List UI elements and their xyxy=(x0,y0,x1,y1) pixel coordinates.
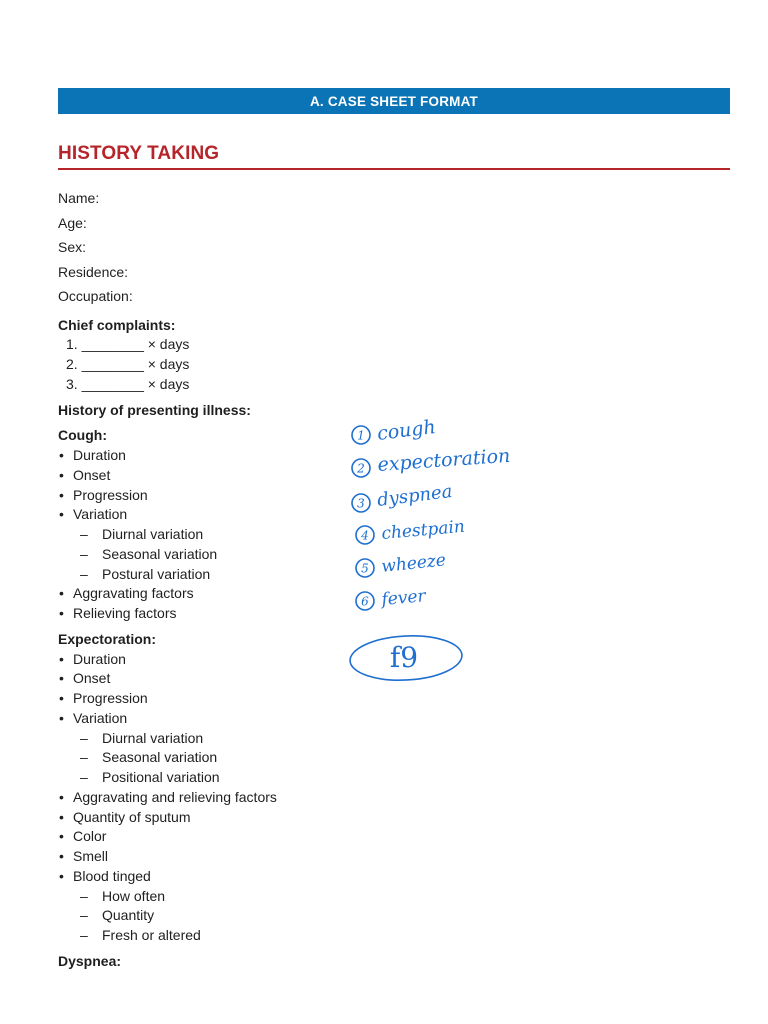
dyspnea-heading: Dyspnea: xyxy=(58,952,122,969)
hand-num-2: 2 xyxy=(357,461,365,476)
field-sex-label: Sex: xyxy=(58,239,87,255)
hand-num-1: 1 xyxy=(357,428,365,443)
expectoration-item: • Aggravating and relieving factors xyxy=(58,788,358,808)
hand-num-4: 4 xyxy=(361,528,369,543)
expectoration-subitem: – Seasonal variation xyxy=(58,748,358,768)
expectoration-item: • Progression xyxy=(58,689,358,709)
hand-text-fever: fever xyxy=(380,586,427,610)
cough-subitem: – Diurnal variation xyxy=(58,525,358,545)
chief-complaint-item: 3. ________ × days xyxy=(66,375,190,392)
expectoration-item: • Onset xyxy=(58,669,358,689)
expectoration-item: • Variation xyxy=(58,709,358,729)
field-occupation-label: Occupation: xyxy=(58,288,133,304)
banner-title: A. CASE SHEET FORMAT xyxy=(309,93,478,109)
chief-complaint-item: 1. ________ × days xyxy=(66,336,190,353)
expectoration-item: • Duration xyxy=(58,650,358,670)
chief-complaints-heading: Chief complaints: xyxy=(58,316,176,333)
expectoration-subitem: – Fresh or altered xyxy=(58,926,358,946)
section-banner xyxy=(58,88,730,114)
expectoration-subitem: – Positional variation xyxy=(58,768,358,788)
hopi-heading: History of presenting illness: xyxy=(58,401,251,418)
chief-complaint-item: 2. ________ × days xyxy=(66,356,190,372)
hand-num-3: 3 xyxy=(357,496,365,511)
expectoration-item: • Color xyxy=(58,827,358,847)
section-divider xyxy=(58,168,730,170)
field-residence-label: Residence: xyxy=(58,263,129,280)
hand-text-cough: cough xyxy=(375,415,437,445)
cough-item: • Aggravating factors xyxy=(58,584,358,604)
cough-subitem: – Postural variation xyxy=(58,565,358,585)
expectoration-subitem: – Quantity xyxy=(58,906,358,926)
field-name-label: Name: xyxy=(58,190,100,206)
expectoration-subitem: – How often xyxy=(58,887,358,907)
cough-heading: Cough: xyxy=(58,427,107,444)
hand-text-dyspnea: dyspnea xyxy=(376,480,454,511)
hand-text-chestpain: chestpain xyxy=(380,516,466,544)
hand-num-5: 5 xyxy=(361,561,369,576)
cough-item: • Duration xyxy=(58,446,358,466)
hand-circled-note: f9 xyxy=(389,641,419,674)
cough-item: • Variation xyxy=(58,505,358,525)
expectoration-item: • Quantity of sputum xyxy=(58,808,358,828)
hand-text-wheeze: wheeze xyxy=(380,550,447,577)
cough-item: • Relieving factors xyxy=(58,604,358,624)
expectoration-heading: Expectoration: xyxy=(58,630,157,647)
hand-num-6: 6 xyxy=(361,594,369,609)
expectoration-item: • Blood tinged xyxy=(58,867,358,887)
cough-subitem: – Seasonal variation xyxy=(58,545,358,565)
case-sheet-content xyxy=(58,186,358,972)
expectoration-subitem: – Diurnal variation xyxy=(58,729,358,749)
field-age-label: Age: xyxy=(58,214,87,231)
cough-item: • Progression xyxy=(58,486,358,506)
cough-item: • Onset xyxy=(58,466,358,486)
hand-text-expectoration: expectoration xyxy=(376,444,511,476)
expectoration-item: • Smell xyxy=(58,847,358,867)
handwritten-annotations xyxy=(340,415,540,695)
section-title: HISTORY TAKING xyxy=(58,143,220,164)
